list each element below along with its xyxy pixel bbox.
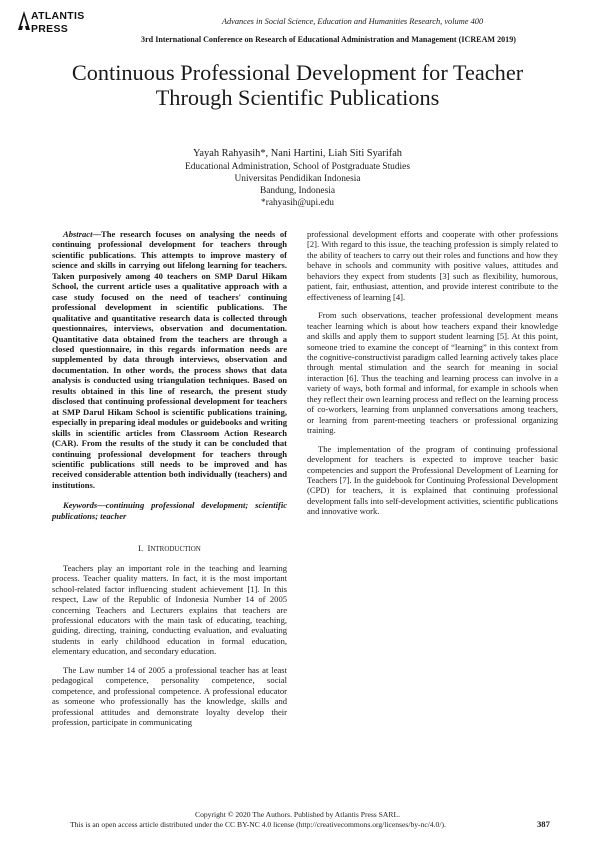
paper-title-line-2: Through Scientific Publications [155,85,440,110]
page-number: 387 [537,819,550,829]
abstract-label: Abstract [63,229,93,239]
series-title: Advances in Social Science, Education and Humanities Research, volume 400 [221,17,484,26]
section-heading-introduction [52,543,287,554]
abstract-text: —The research focuses on analysing the needs of continuing professional development for teachers through scientific publications. This attempts to improve mastery of science and skills in carrying out lifelong learning for teachers. Taken purposively among 40 teachers on SMP Darul Hikam School, the current article uses a qualitative approach with a case study focused on the need of teachers' continuing professional development in scientific publications. The qualitative and quantitative research data is collected through questionnaires, interviews, observation and documentation. Quantitative data obtained from the teachers are through a closed questionnaire, in this regards information needs are supplemented by data through interviews, observation and documentation. In other words, the process shows that data analysis is conducted using triangulation techniques. Based on results obtained in this line of research, the present study disclosed that continuing professional development for teachers at SMP Darul Hikam School is scientific publications training, especially in preparing ideal modules or guidebooks and writing skills in scientific articles from Classroom Action Research (CAR). From the results of the study it can be concluded that continuing professional development for teachers through scientific publications still needs to be improved and has received considerable attention both individually (teachers) and institutions. [52,229,287,490]
logo-wordmark [31,10,85,36]
author-list: Yayah Rahyasih*, Nani Hartini, Liah Siti Syarifah [192,148,403,159]
body-paragraph: Teachers play an important role in the teaching and learning process. Teacher quality matters. In fact, it is the most important school-related factor influencing student achievement [1]. In this respect, Law of the Republic of Indonesia Number 14 of 2005 concerning Teachers and Lecturers explains that teachers are professional educators with the main task of educating, teaching, guiding, directing, training, conducting evaluation, and evaluating students in early childhood education in formal education, elementary education, and secondary education. [52,562,287,657]
logo-line-2: PRESS [31,23,69,35]
body-paragraph: The Law number 14 of 2005 a professional teacher has at least pedagogical competence, personality competence, social competence, and professional competence. A professional educator as someone who professionally has the knowledge, skills and professional attitudes and demonstrate loyalty develop their profession, participate in communicating [52,664,287,728]
body-paragraph: The implementation of the program of continuing professional development for teachers is expected to improve teacher basic competencies and support the Professional Development of Learning for Teachers [7]. In the guidebook for Continuing Professional Development (CPD) for teachers, it is explained that continuing professional development falls into self-development activities, scientific publications and innovative work. [307,443,558,517]
publisher-logo [17,10,97,40]
body-paragraph: From such observations, teacher professional development means teacher learning which is about how teachers expand their knowledge and skills and apply them to support student learning [5]. At this point, someone tried to examine the concept of “learning” in this context from the cognitive-constructivist paradigm called learning actively takes place through mental stimulation and the search for meaning in social interaction [6]. Thus the teaching and learning process can involve in a variety of ways, both formal and informal, for example in schools when they reflect their own learning process and reflect on the learning process of co-workers, learning from unplanned conversations among teachers, or learning from parent-meeting teachers or professional organizing training. [307,310,558,436]
keywords: Keywords—continuing professional development; scientific publications; teacher [52,500,287,521]
affiliation-line: Educational Administration, School of Postgraduate Studies [185,162,410,172]
left-column [52,229,287,735]
paper-title-line-1: Continuous Professional Development for Teacher [71,60,524,85]
abstract [52,229,287,490]
author-email: *rahyasih@upi.edu [261,198,334,208]
affiliation-block [100,161,495,209]
footer-copyright: Copyright © 2020 The Authors. Published by Atlantis Press SARL. [195,810,400,819]
affiliation-line: Bandung, Indonesia [260,186,335,196]
footer-license: This is an open access article distributed under the CC BY-NC 4.0 license (http://creativecommons.org/licenses/by-nc/4.0/). [70,820,446,829]
atlantis-press-logo-icon [17,10,31,32]
section-number: I. [138,543,144,554]
right-column [307,229,558,525]
section-title-rest: NTRODUCTION [150,545,201,554]
section-initial: I [147,543,151,554]
conference-title: 3rd International Conference on Research of Educational Administration and Management (ICREAM 2019) [141,35,516,44]
body-paragraph: professional development efforts and cooperate with other professions [2]. With regard to this issue, the teaching profession is simply related to the ability of teachers to carry out their roles and functions and how they behave in schools and community with positive values, attitudes and behaviors they expect from students [3] such as flexibility, humorous, patient, fair, enthusiast, attention, and provide interest contribute to the effectiveness of learning [4]. [307,229,558,302]
logo-line-1: ATLANTIS [31,10,85,22]
paper-title [30,60,565,110]
affiliation-line: Universitas Pendidikan Indonesia [234,174,361,184]
